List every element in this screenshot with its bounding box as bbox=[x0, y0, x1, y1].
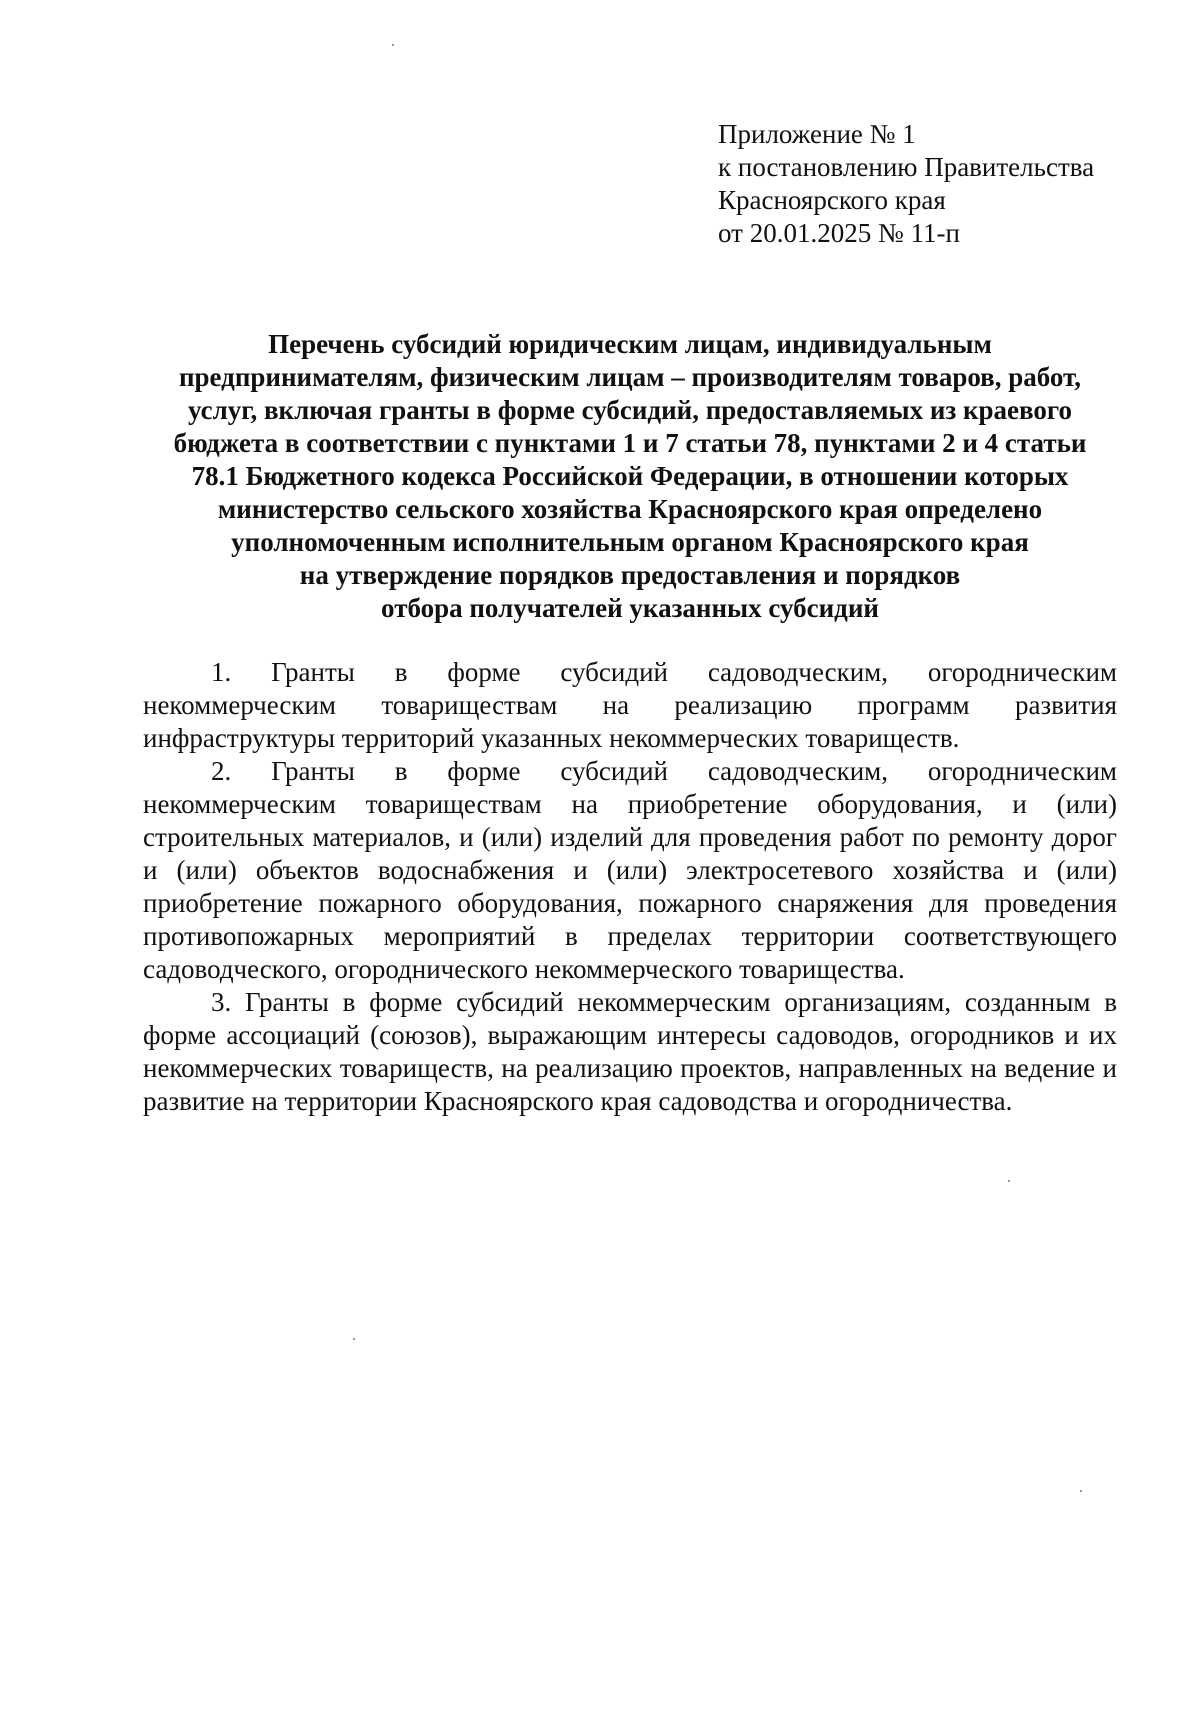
scan-speck bbox=[1008, 1180, 1010, 1182]
title-line: отбора получателей указанных субсидий bbox=[381, 593, 879, 623]
title-line: услуг, включая гранты в форме субсидий, предоставляемых из краевого bbox=[187, 395, 1073, 425]
title-line: Перечень субсидий юридическим лицам, индивидуальным bbox=[268, 329, 992, 359]
grant-item-1: 1. Гранты в форме субсидий садоводческим, огородническим некоммерческим товариществам на реализацию программ развития инфраструктуры территорий указанных некоммерческих товариществ. bbox=[143, 657, 1117, 753]
title-line: бюджета в соответствии с пунктами 1 и 7 статьи 78, пунктами 2 и 4 статьи bbox=[173, 428, 1087, 458]
attachment-line: Красноярского края bbox=[718, 185, 946, 215]
grant-item-3: 3. Гранты в форме субсидий некоммерческим организациям, созданным в форме ассоциаций (союзов), выражающим интересы садоводов, огородников и их некоммерческих товариществ, на реализацию проектов, направленных на ведение и развитие на территории Красноярского края садоводства и огородничества. bbox=[143, 987, 1117, 1116]
title-line: уполномоченным исполнительным органом Красноярского края bbox=[231, 527, 1029, 557]
attachment-line: Приложение № 1 bbox=[718, 119, 916, 149]
attachment-line: к постановлению Правительства bbox=[718, 152, 1095, 182]
title-line: министерство сельского хозяйства Красноярского края определено bbox=[217, 494, 1043, 524]
scan-speck bbox=[353, 1338, 355, 1340]
scan-speck bbox=[1080, 1490, 1082, 1492]
title-line: предпринимателям, физическим лицам – производителям товаров, работ, bbox=[178, 362, 1082, 392]
attachment-line: от 20.01.2025 № 11-п bbox=[718, 218, 960, 248]
document-title bbox=[140, 328, 1120, 625]
grant-item-2: 2. Гранты в форме субсидий садоводческим, огородническим некоммерческим товариществам на приобретение оборудования, и (или) строительных материалов, и (или) изделий для проведения работ по ремонту дорог и (или) объектов водоснабжения и (или) электросетевого хозяйства и (или) приобретение пожарного оборудования, пожарного снаряжения для проведения противопожарных мероприятий в пределах территории соответствующего садоводческого, огороднического некоммерческого товарищества. bbox=[143, 756, 1117, 984]
title-line: 78.1 Бюджетного кодекса Российской Федерации, в отношении которых bbox=[191, 461, 1069, 491]
grant-list bbox=[143, 656, 1117, 1118]
attachment-header bbox=[718, 118, 1138, 250]
scan-speck bbox=[392, 44, 394, 46]
title-line: на утверждение порядков предоставления и порядков bbox=[299, 560, 961, 590]
